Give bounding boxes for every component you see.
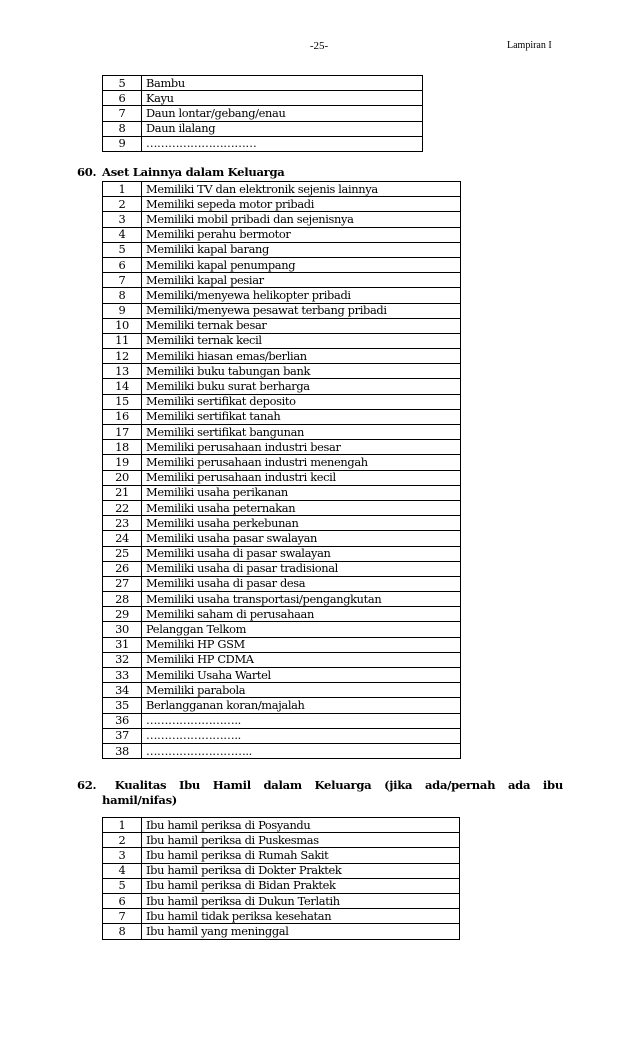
section-62-title-word: Hamil — [212, 778, 251, 792]
option-label: Memiliki usaha perkebunan — [142, 516, 461, 531]
section-60-heading — [77, 165, 285, 180]
option-label: Memiliki usaha di pasar desa — [142, 576, 461, 591]
table-row — [103, 652, 461, 667]
table-row — [103, 576, 461, 591]
option-number: 1 — [103, 182, 142, 197]
option-label: Memiliki ternak kecil — [142, 333, 461, 348]
option-number: 18 — [103, 440, 142, 455]
table-row — [103, 197, 461, 212]
option-label: Memiliki HP CDMA — [142, 652, 461, 667]
section-62-title-line2: hamil/nifas) — [102, 793, 177, 807]
option-label: Memiliki perusahaan industri menengah — [142, 455, 461, 470]
table-row — [103, 182, 461, 197]
table-row — [103, 227, 461, 242]
option-label: Ibu hamil periksa di Rumah Sakit — [142, 848, 460, 863]
table-row — [103, 713, 461, 728]
option-label: Memiliki mobil pribadi dan sejenisnya — [142, 212, 461, 227]
option-label: Daun ilalang — [142, 121, 423, 136]
table-row — [103, 273, 461, 288]
option-number: 34 — [103, 683, 142, 698]
table-row — [103, 668, 461, 683]
option-label: Memiliki usaha peternakan — [142, 500, 461, 515]
option-number: 1 — [103, 818, 142, 833]
section-62-title-word: dalam — [263, 778, 302, 792]
option-number: 26 — [103, 561, 142, 576]
option-number: 8 — [103, 924, 142, 939]
table-row — [103, 516, 461, 531]
table-row — [103, 848, 460, 863]
table-row — [103, 333, 461, 348]
table-row — [103, 349, 461, 364]
table-row — [103, 531, 461, 546]
option-number: 7 — [103, 273, 142, 288]
option-label: Memiliki ternak besar — [142, 318, 461, 333]
option-label: Ibu hamil periksa di Puskesmas — [142, 833, 460, 848]
option-label: Ibu hamil periksa di Posyandu — [142, 818, 460, 833]
section-62-title-word: Keluarga — [314, 778, 372, 792]
option-label: Memiliki perahu bermotor — [142, 227, 461, 242]
table-row — [103, 425, 461, 440]
option-label: Memiliki buku surat berharga — [142, 379, 461, 394]
section-62-title-word: Ibu — [178, 778, 201, 792]
table-row — [103, 878, 460, 893]
option-number: 9 — [103, 136, 142, 151]
option-number: 6 — [103, 91, 142, 106]
option-number: 5 — [103, 242, 142, 257]
table-row — [103, 470, 461, 485]
option-label: Memiliki kapal barang — [142, 242, 461, 257]
table-row — [103, 863, 460, 878]
option-label: Memiliki kapal penumpang — [142, 257, 461, 272]
table-row — [103, 379, 461, 394]
table-row — [103, 592, 461, 607]
table-row — [103, 318, 461, 333]
option-label: Ibu hamil yang meninggal — [142, 924, 460, 939]
option-number: 15 — [103, 394, 142, 409]
option-label: Memiliki usaha pasar swalayan — [142, 531, 461, 546]
table-row — [103, 409, 461, 424]
table-row — [103, 136, 423, 151]
option-label: Memiliki buku tabungan bank — [142, 364, 461, 379]
option-number: 21 — [103, 485, 142, 500]
option-label: Memiliki/menyewa helikopter pribadi — [142, 288, 461, 303]
option-label: Memiliki usaha di pasar tradisional — [142, 561, 461, 576]
option-number: 3 — [103, 212, 142, 227]
option-number: 31 — [103, 637, 142, 652]
section-62-number: 62. — [77, 778, 97, 792]
option-number: 3 — [103, 848, 142, 863]
option-number: 8 — [103, 121, 142, 136]
option-label: Daun lontar/gebang/enau — [142, 106, 423, 121]
table-row — [103, 303, 461, 318]
option-number: 32 — [103, 652, 142, 667]
section-62-title-word: (jika — [384, 778, 413, 792]
table-row — [103, 683, 461, 698]
section-60-number: 60. — [77, 165, 97, 179]
attachment-label: Lampiran I — [507, 40, 552, 51]
option-label: Memiliki parabola — [142, 683, 461, 698]
option-label: Ibu hamil periksa di Dokter Praktek — [142, 863, 460, 878]
option-number: 7 — [103, 106, 142, 121]
section-62-title-word: ibu — [542, 778, 563, 792]
option-label: Kayu — [142, 91, 423, 106]
section-62-title-word: Kualitas — [114, 778, 167, 792]
section-62-heading — [77, 778, 563, 808]
option-number: 5 — [103, 878, 142, 893]
option-label: Memiliki TV dan elektronik sejenis lainnya — [142, 182, 461, 197]
section-60-title: Aset Lainnya dalam Keluarga — [102, 165, 285, 179]
option-number: 29 — [103, 607, 142, 622]
option-label: Memiliki sepeda motor pribadi — [142, 197, 461, 212]
option-number: 14 — [103, 379, 142, 394]
option-number: 20 — [103, 470, 142, 485]
table-row — [103, 833, 460, 848]
option-number: 19 — [103, 455, 142, 470]
option-number: 22 — [103, 500, 142, 515]
option-label: ……………………….. — [142, 743, 461, 758]
option-number: 17 — [103, 425, 142, 440]
table-row — [103, 818, 460, 833]
table-row — [103, 242, 461, 257]
option-number: 11 — [103, 333, 142, 348]
option-number: 35 — [103, 698, 142, 713]
option-number: 37 — [103, 728, 142, 743]
option-label: Pelanggan Telkom — [142, 622, 461, 637]
option-number: 4 — [103, 863, 142, 878]
option-label: Memiliki/menyewa pesawat terbang pribadi — [142, 303, 461, 318]
option-label: Memiliki sertifikat tanah — [142, 409, 461, 424]
table-row — [103, 455, 461, 470]
table-row — [103, 440, 461, 455]
option-number: 7 — [103, 909, 142, 924]
section-62-title-word: ada/pernah — [424, 778, 496, 792]
top-options-table — [102, 75, 423, 152]
table-row — [103, 728, 461, 743]
option-number: 6 — [103, 257, 142, 272]
option-number: 2 — [103, 833, 142, 848]
table-row — [103, 288, 461, 303]
option-number: 13 — [103, 364, 142, 379]
section-62-title-line1 — [77, 778, 563, 793]
option-label: Memiliki sertifikat deposito — [142, 394, 461, 409]
option-number: 6 — [103, 893, 142, 908]
page-number: -25- — [309, 40, 329, 52]
table-row — [103, 76, 423, 91]
table-row — [103, 394, 461, 409]
option-label: Berlangganan koran/majalah — [142, 698, 461, 713]
option-label: ………………………… — [142, 136, 423, 151]
table-row — [103, 106, 423, 121]
option-number: 38 — [103, 743, 142, 758]
section-62-table — [102, 817, 460, 940]
option-label: …………………….. — [142, 728, 461, 743]
option-number: 2 — [103, 197, 142, 212]
table-row — [103, 257, 461, 272]
table-row — [103, 212, 461, 227]
table-row — [103, 924, 460, 939]
option-number: 9 — [103, 303, 142, 318]
option-number: 28 — [103, 592, 142, 607]
option-number: 23 — [103, 516, 142, 531]
option-number: 8 — [103, 288, 142, 303]
option-label: Memiliki sertifikat bangunan — [142, 425, 461, 440]
table-row — [103, 893, 460, 908]
option-number: 16 — [103, 409, 142, 424]
option-label: Bambu — [142, 76, 423, 91]
table-row — [103, 561, 461, 576]
option-label: Memiliki perusahaan industri kecil — [142, 470, 461, 485]
table-row — [103, 121, 423, 136]
option-number: 10 — [103, 318, 142, 333]
table-row — [103, 91, 423, 106]
option-label: Memiliki kapal pesiar — [142, 273, 461, 288]
table-row — [103, 607, 461, 622]
option-number: 5 — [103, 76, 142, 91]
table-row — [103, 909, 460, 924]
table-row — [103, 743, 461, 758]
option-label: Memiliki saham di perusahaan — [142, 607, 461, 622]
table-row — [103, 364, 461, 379]
option-number: 24 — [103, 531, 142, 546]
option-number: 4 — [103, 227, 142, 242]
option-label: …………………….. — [142, 713, 461, 728]
table-row — [103, 546, 461, 561]
option-number: 25 — [103, 546, 142, 561]
option-label: Ibu hamil tidak periksa kesehatan — [142, 909, 460, 924]
option-label: Memiliki Usaha Wartel — [142, 668, 461, 683]
table-row — [103, 698, 461, 713]
table-row — [103, 500, 461, 515]
option-number: 12 — [103, 349, 142, 364]
table-row — [103, 622, 461, 637]
option-label: Memiliki usaha perikanan — [142, 485, 461, 500]
table-row — [103, 637, 461, 652]
section-60-table — [102, 181, 461, 759]
table-row — [103, 485, 461, 500]
option-label: Memiliki usaha di pasar swalayan — [142, 546, 461, 561]
section-62-title-word: ada — [507, 778, 531, 792]
option-label: Memiliki usaha transportasi/pengangkutan — [142, 592, 461, 607]
option-label: Memiliki perusahaan industri besar — [142, 440, 461, 455]
option-label: Ibu hamil periksa di Bidan Praktek — [142, 878, 460, 893]
option-label: Memiliki HP GSM — [142, 637, 461, 652]
option-number: 33 — [103, 668, 142, 683]
option-number: 30 — [103, 622, 142, 637]
option-number: 27 — [103, 576, 142, 591]
option-label: Memiliki hiasan emas/berlian — [142, 349, 461, 364]
option-label: Ibu hamil periksa di Dukun Terlatih — [142, 893, 460, 908]
option-number: 36 — [103, 713, 142, 728]
